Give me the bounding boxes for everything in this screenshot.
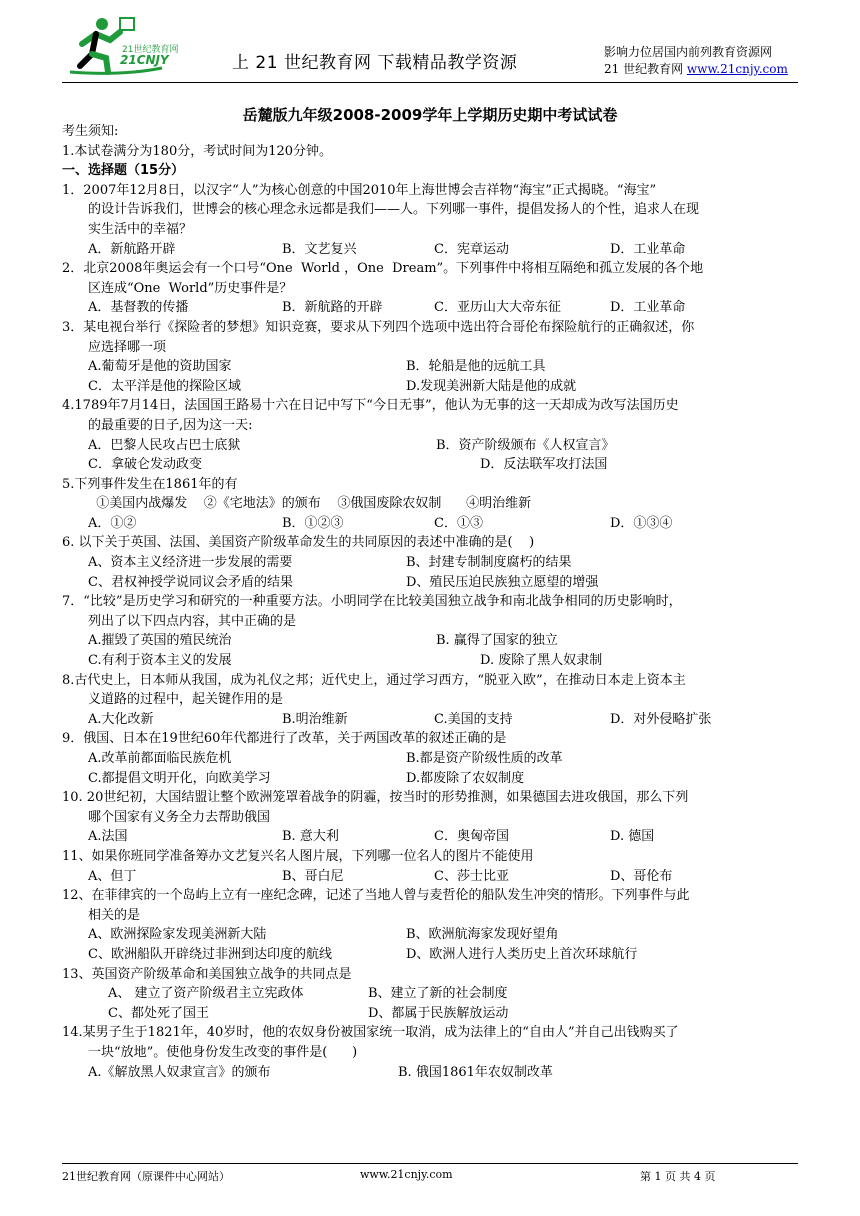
question-stem: 4.1789年7月14日，法国国王路易十六在日记中写下“今日无事”，他认为无事的这一天却成为改写法国历史	[62, 398, 679, 414]
question-item	[62, 1023, 802, 1082]
question-item	[62, 729, 802, 788]
header-title: 上 21 世纪教育网 下载精品教学资源	[232, 53, 518, 73]
answer-option: D、欧洲人进行人类历史上首次环球航行	[406, 946, 638, 962]
document-title: 岳麓版九年级2008-2009学年上学期历史期中考试试卷	[242, 106, 618, 124]
answer-option: A.大化改新	[88, 711, 154, 727]
answer-option: D、殖民压迫民族独立愿望的增强	[406, 574, 599, 590]
option-row	[62, 240, 802, 260]
question-item	[62, 259, 802, 318]
option-row	[62, 377, 802, 397]
question-stem-continued: 的设计告诉我们，世博会的核心理念永远都是我们——人。下列哪一事件，提倡发扬人的个性，追求人在现	[88, 202, 700, 218]
question-stem-continued: 实生活中的幸福？	[88, 221, 193, 237]
footer-divider	[62, 1163, 798, 1164]
answer-option: A.摧毁了英国的殖民统治	[88, 633, 232, 649]
answer-option: B、哥白尼	[282, 868, 344, 884]
answer-option: C、欧洲船队开辟绕过非洲到达印度的航线	[88, 946, 332, 962]
answer-option: B.明治维新	[282, 711, 348, 727]
question-item	[62, 886, 802, 964]
answer-option: A、 建立了资产阶级君主立宪政体	[108, 986, 304, 1002]
question-stem: 7．“比较”是历史学习和研究的一种重要方法。小明同学在比较美国独立战争和南北战争相同的历史影响时，	[62, 594, 682, 610]
answer-option: B．①②③	[282, 515, 344, 531]
logo-icon	[62, 14, 212, 76]
document-body	[62, 122, 802, 1082]
answer-option: D．对外侵略扩张	[610, 711, 712, 727]
question-stem: 11、如果你班同学准备筹办文艺复兴名人图片展，下列哪一位名人的图片不能使用	[62, 848, 534, 864]
question-item	[62, 788, 802, 847]
option-row	[62, 710, 802, 730]
svg-text:21世纪教育网: 21世纪教育网	[122, 45, 179, 55]
answer-option: C.有利于资本主义的发展	[88, 653, 232, 669]
footer-page-number: 第 1 页 共 4 页	[640, 1170, 716, 1183]
question-list	[62, 181, 802, 1082]
answer-option: D. 德国	[610, 829, 655, 845]
question-stem: 9．俄国、日本在19世纪60年代都进行了改革，关于两国改革的叙述正确的是	[62, 731, 507, 747]
answer-option: A.法国	[88, 829, 128, 845]
footer-url-link[interactable]: www.21cnjy.com	[360, 1168, 453, 1181]
question-stem-continued: 义道路的过程中，起关键作用的是	[88, 692, 284, 708]
answer-option: B.都是资产阶级性质的改革	[406, 751, 563, 766]
option-row	[62, 514, 802, 534]
question-stem: 13、英国资产阶级革命和美国独立战争的共同点是	[62, 966, 352, 982]
option-row	[62, 1063, 802, 1083]
question-stem: 10. 20世纪初，大国结盟让整个欧洲笼罩着战争的阴霾，按当时的形势推测，如果德国去进攻俄国，那么下列	[62, 790, 689, 806]
question-item	[62, 318, 802, 396]
answer-option: D．反法联军攻打法国	[480, 457, 608, 473]
option-row	[62, 436, 802, 456]
question-stem: 1．2007年12月8日，以汉字“人”为核心创意的中国2010年上海世博会吉祥物“海宝”正式揭晓。“海宝”	[62, 182, 657, 198]
option-row	[62, 945, 802, 965]
answer-option: A.《解放黑人奴隶宣言》的颁布	[88, 1064, 271, 1080]
option-row	[62, 769, 802, 789]
question-stem-continued: 哪个国家有义务全力去帮助俄国	[88, 809, 271, 825]
answer-option: B、建立了新的社会制度	[368, 986, 508, 1002]
question-stem-continued: 列出了以下四点内容，其中正确的是	[88, 613, 297, 629]
answer-option: B、欧洲航海家发现好望角	[406, 927, 559, 943]
answer-option: C、君权神授学说同议会矛盾的结果	[88, 574, 293, 590]
intro-line: 1.本试卷满分为180分，考试时间为120分钟。	[62, 143, 333, 159]
question-stem-continued: 的最重要的日子,因为这一天:	[88, 417, 253, 433]
answer-option: A.葡萄牙是他的资助国家	[88, 359, 232, 375]
question-stem: 14.某男子生于1821年，40岁时，他的农奴身份被国家统一取消，成为法律上的“自由人”并自己出钱购买了	[62, 1025, 679, 1041]
question-item	[62, 592, 802, 670]
answer-option: D．工业革命	[610, 241, 686, 257]
question-item	[62, 671, 802, 730]
answer-option: B. 俄国1861年农奴制改革	[398, 1064, 553, 1080]
answer-option: C．拿破仑发动政变	[88, 457, 202, 473]
answer-option: D.都废除了农奴制度	[406, 770, 525, 786]
answer-option: A．新航路开辟	[88, 241, 176, 257]
header-divider	[62, 82, 798, 83]
question-stem-continued: 相关的是	[88, 907, 141, 923]
question-stem: 8.古代史上，日本师从我国，成为礼仪之邦；近代史上，通过学习西方，“脱亚入欧”，在推动日本走上资本主	[62, 672, 686, 688]
option-row	[62, 984, 802, 1004]
option-row	[62, 357, 802, 377]
question-stem: 12、在菲律宾的一个岛屿上立有一座纪念碑，记述了当地人曾与麦哲伦的船队发生冲突的情形。下列事件与此	[62, 888, 690, 904]
question-item	[62, 847, 802, 886]
option-row	[62, 925, 802, 945]
question-stem-continued: ①美国内战爆发 ②《宅地法》的颁布 ③俄国废除农奴制 ④明治维新	[88, 496, 532, 512]
question-stem: 5.下列事件发生在1861年的有	[62, 476, 238, 492]
answer-option: C．亚历山大大帝东征	[434, 300, 561, 316]
option-row	[62, 631, 802, 651]
question-item	[62, 181, 802, 259]
question-item	[62, 396, 802, 474]
answer-option: A.改革前都面临民族危机	[88, 751, 232, 766]
answer-option: B．新航路的开辟	[282, 300, 383, 316]
answer-option: A、欧洲探险家发现美洲新大陆	[88, 927, 267, 943]
answer-option: B、封建专制制度腐朽的结果	[406, 555, 572, 571]
section-heading: 一、选择题（15分）	[62, 163, 185, 179]
header-url-link[interactable]: www.21cnjy.com	[686, 62, 788, 76]
question-stem: 2．北京2008年奥运会有一个口号“One World ，One Dream”。下列事件中将相互隔绝和孤立发展的各个地	[62, 261, 704, 277]
svg-text:21CNJY: 21CNJY	[120, 53, 169, 67]
option-row	[62, 1004, 802, 1024]
answer-option: A．①②	[88, 515, 137, 531]
answer-option: C.都提倡文明开化，向欧美学习	[88, 770, 271, 786]
question-item	[62, 965, 802, 1024]
answer-option: B．资产阶级颁布《人权宣言》	[436, 437, 615, 453]
option-row	[62, 749, 802, 769]
answer-option: B. 赢得了国家的独立	[436, 633, 558, 649]
question-stem-continued: 一块“放地”。使他身份发生改变的事件是( )	[88, 1044, 358, 1060]
option-row	[62, 573, 802, 593]
question-item	[62, 475, 802, 534]
answer-option: D. 废除了黑人奴隶制	[480, 653, 603, 669]
option-row	[62, 455, 802, 475]
answer-option: B. 意大利	[282, 829, 339, 845]
intro-line: 考生须知:	[62, 124, 119, 139]
answer-option: C、都处死了国王	[108, 1005, 209, 1021]
question-stem-continued: 区连成“One World”历史事件是？	[88, 280, 293, 296]
answer-option: B．文艺复兴	[282, 241, 357, 257]
question-stem: 3．某电视台举行《探险者的梦想》知识竞赛，要求从下列四个选项中选出符合哥伦布探险航行的正确叙述，你	[62, 319, 695, 335]
answer-option: C．奥匈帝国	[434, 829, 509, 845]
answer-option: C．宪章运动	[434, 241, 509, 257]
header-right	[604, 44, 794, 78]
option-row	[62, 651, 802, 671]
footer-left: 21世纪教育网（原课件中心网站）	[62, 1170, 230, 1183]
answer-option: D．①③④	[610, 515, 673, 531]
question-stem: 6. 以下关于英国、法国、美国资产阶级革命发生的共同原因的表述中准确的是( )	[62, 535, 535, 551]
answer-option: C、莎士比亚	[434, 868, 509, 884]
option-row	[62, 867, 802, 887]
answer-option: D、都属于民族解放运动	[368, 1005, 509, 1021]
answer-option: C.美国的支持	[434, 711, 513, 727]
answer-option: B．轮船是他的远航工具	[406, 359, 546, 375]
option-row	[62, 298, 802, 318]
answer-option: D．工业革命	[610, 300, 686, 316]
option-row	[62, 827, 802, 847]
answer-option: D.发现美洲新大陆是他的成就	[406, 378, 577, 394]
answer-option: C．①③	[434, 515, 483, 531]
header-site: 21 世纪教育网 www.21cnjy.com	[604, 62, 788, 76]
question-stem-continued: 应选择哪一项	[88, 339, 167, 355]
answer-option: C．太平洋是他的探险区域	[88, 378, 241, 394]
page-header	[0, 0, 860, 92]
answer-option: A、但丁	[88, 868, 137, 884]
answer-option: A．基督教的传播	[88, 300, 189, 316]
question-item	[62, 533, 802, 592]
answer-option: D、哥伦布	[610, 868, 673, 884]
option-row	[62, 553, 802, 573]
answer-option: A、资本主义经济进一步发展的需要	[88, 555, 293, 571]
header-tagline: 影响力位居国内前列教育资源网	[604, 45, 773, 59]
answer-option: A．巴黎人民攻占巴士底狱	[88, 437, 241, 453]
